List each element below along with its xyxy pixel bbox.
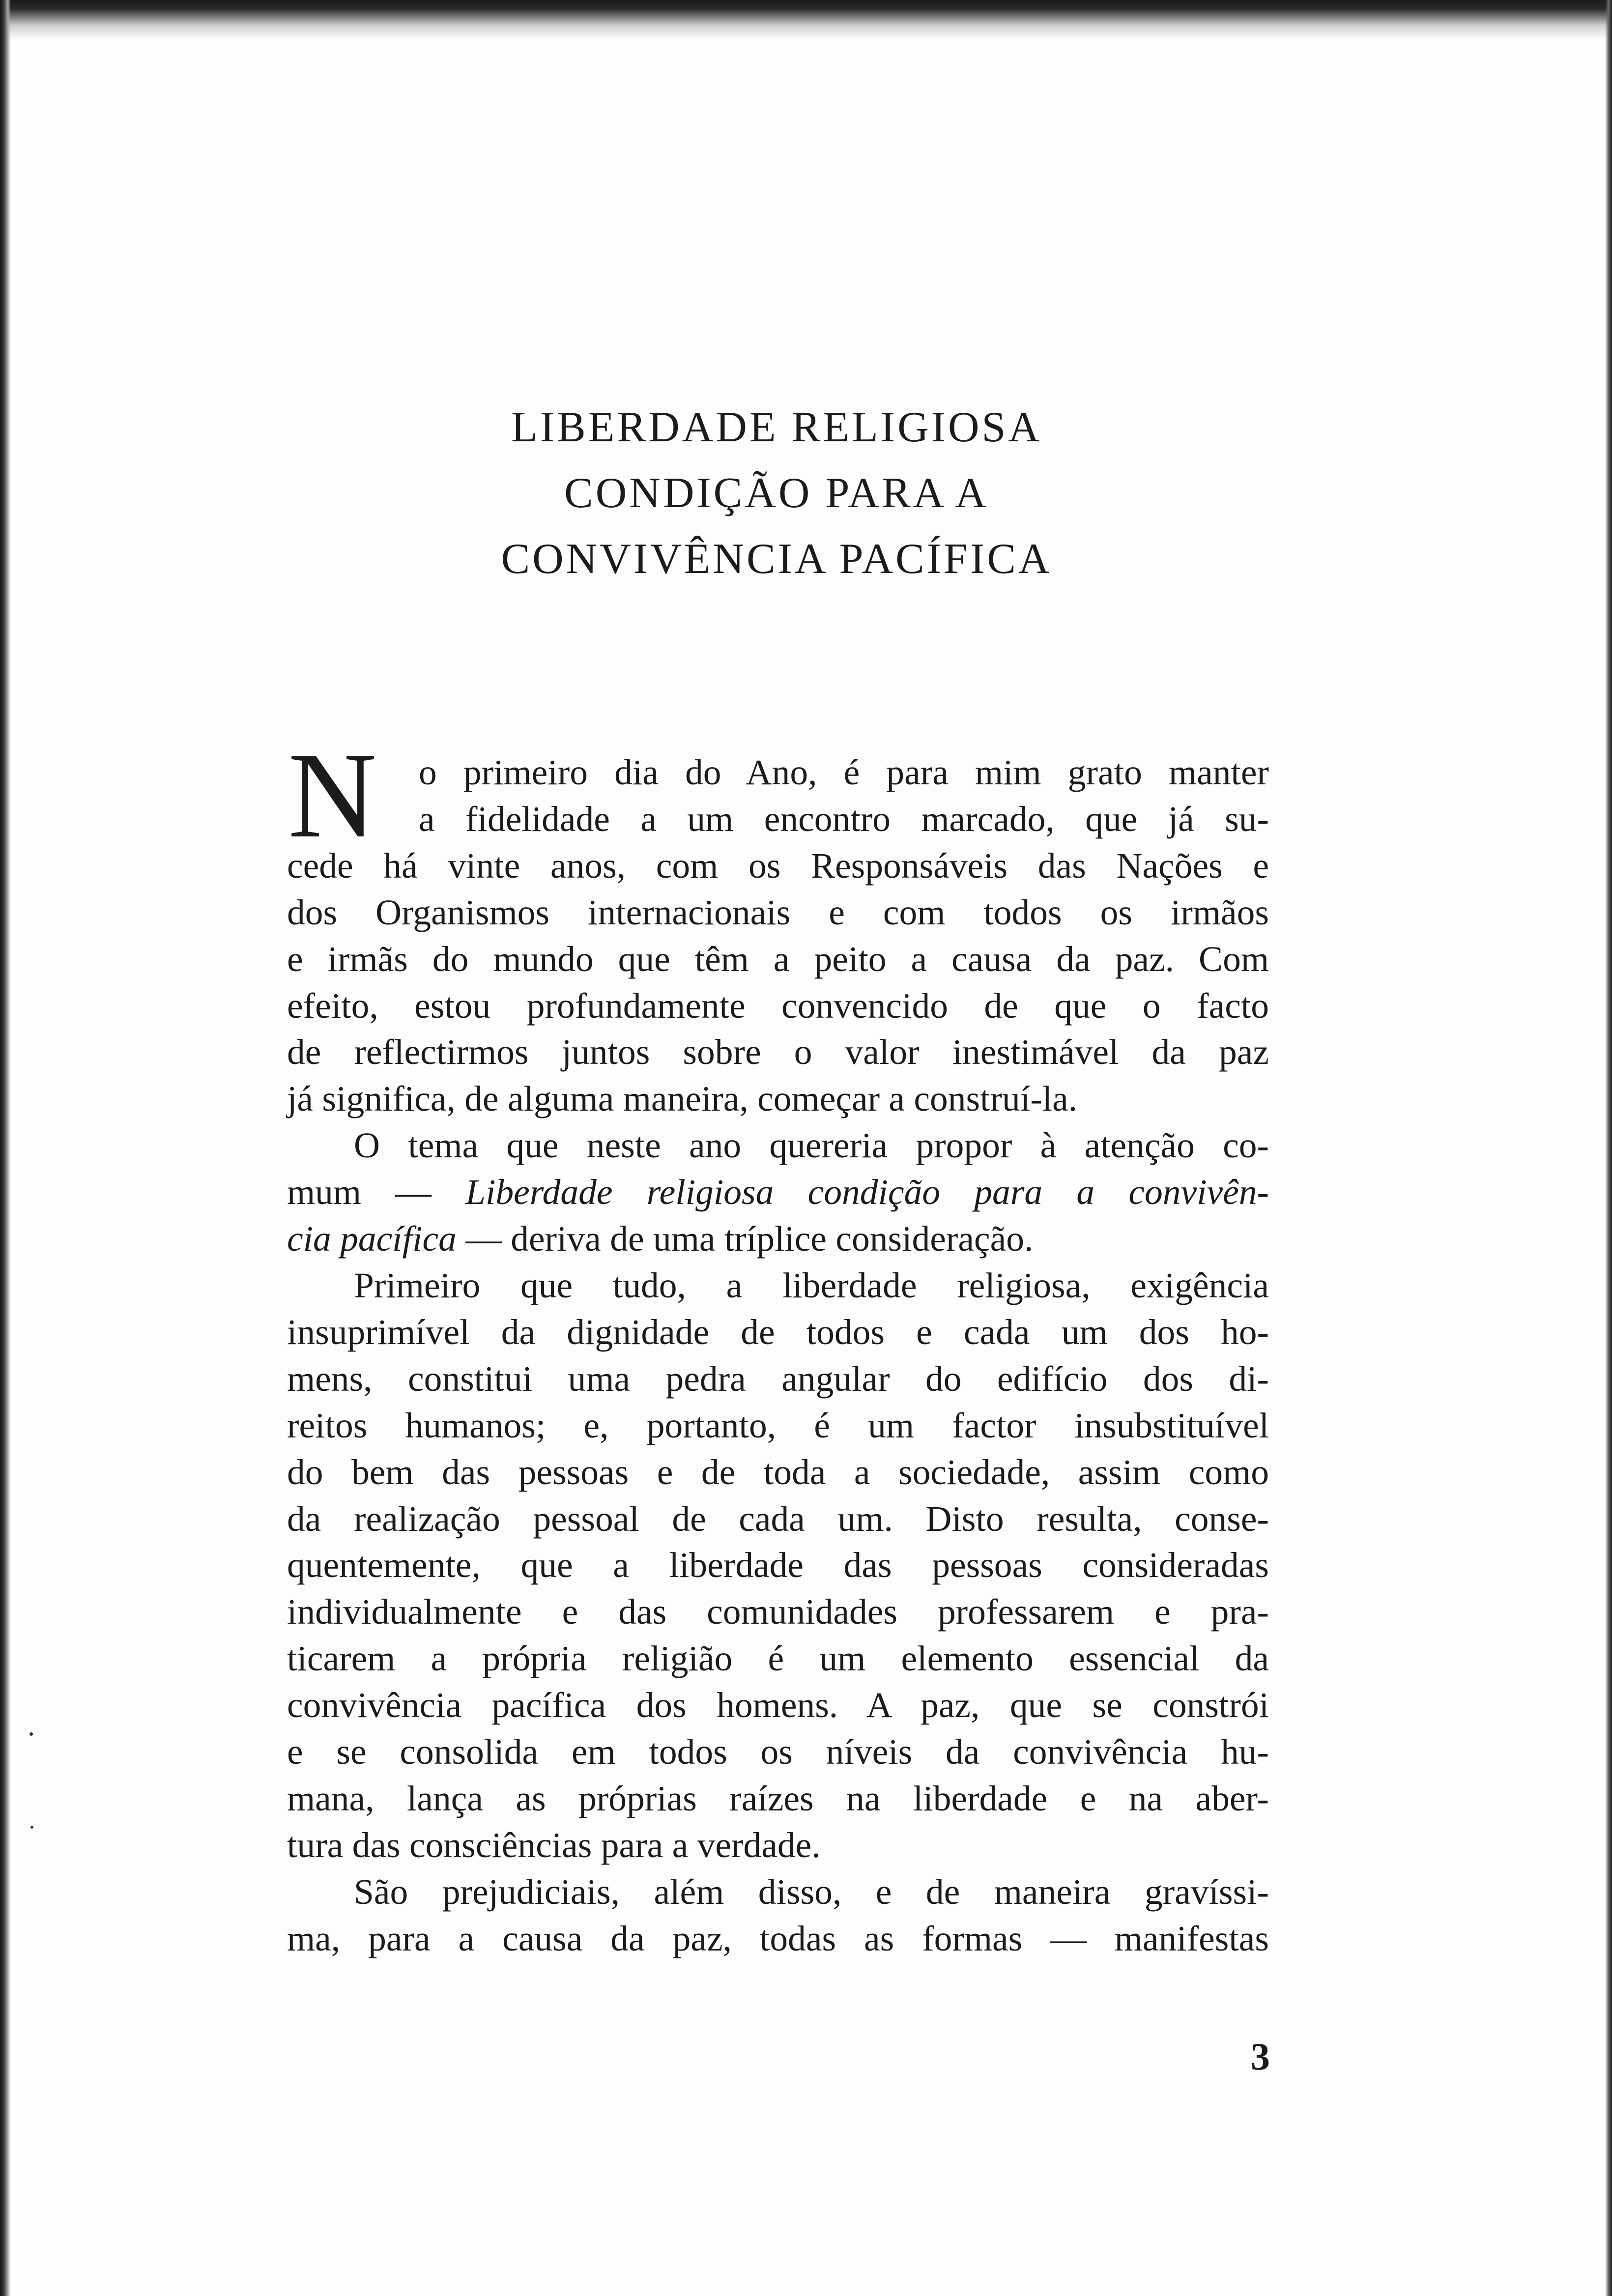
text-line: convivência pacífica dos homens. A paz, que se constrói: [287, 1685, 1269, 1725]
italic-theme-text: Liberdade religiosa condição para a convivên-: [465, 1172, 1269, 1212]
scan-edge-right: [1605, 0, 1612, 2296]
paragraph-2: [287, 1122, 1269, 1263]
text-run: mum —: [287, 1172, 466, 1212]
title-line-1: LIBERDADE RELIGIOSA: [511, 403, 1042, 451]
text-line: Primeiro que tudo, a liberdade religiosa, exigência: [354, 1265, 1269, 1305]
text-line: de reflectirmos juntos sobre o valor inestimável da paz: [287, 1032, 1269, 1072]
title-line-2: CONDIÇÃO PARA A: [564, 469, 989, 517]
scan-speck: [30, 1826, 33, 1829]
paragraph-4: [287, 1869, 1269, 1962]
text-line: o primeiro dia do Ano, é para mim grato manter: [419, 752, 1269, 792]
text-line: mens, constitui uma pedra angular do edifício dos di-: [287, 1358, 1269, 1399]
body-text: [287, 749, 1269, 1962]
text-line: ticarem a própria religião é um elemento essencial da: [287, 1638, 1269, 1679]
text-line: quentemente, que a liberdade das pessoas consideradas: [287, 1545, 1269, 1585]
text-line: e irmãs do mundo que têm a peito a causa da paz. Com: [287, 939, 1269, 979]
text-line: São prejudiciais, além disso, e de maneira gravíssi-: [354, 1871, 1269, 1912]
text-line: do bem das pessoas e de toda a sociedade, assim como: [287, 1452, 1269, 1492]
text-line: reitos humanos; e, portanto, é um factor insubstituível: [287, 1405, 1269, 1445]
text-line: cede há vinte anos, com os Responsáveis das Nações e: [287, 845, 1269, 886]
text-line: O tema que neste ano quereria propor à atenção co-: [354, 1125, 1269, 1166]
drop-cap: N: [288, 727, 377, 863]
text-line: e se consolida em todos os níveis da convivência hu-: [287, 1732, 1269, 1772]
chapter-title: [275, 399, 1278, 588]
text-line: tura das consciências para a verdade.: [287, 1825, 821, 1865]
text-line: efeito, estou profundamente convencido de que o facto: [287, 985, 1269, 1026]
italic-theme-text: cia pacífica: [287, 1219, 457, 1259]
paragraph-1: [287, 749, 1269, 1122]
text-line: [287, 1169, 1269, 1216]
text-line: insuprimível da dignidade de todos e cada um dos ho-: [287, 1312, 1269, 1352]
title-line-3: CONVIVÊNCIA PACÍFICA: [501, 535, 1052, 583]
scan-speck: [29, 1732, 33, 1736]
text-line: [287, 1216, 1269, 1263]
page-number: 3: [1251, 2035, 1270, 2078]
paragraph-3: [287, 1263, 1269, 1869]
text-run: — deriva de uma tríplice consideração.: [456, 1219, 1034, 1259]
text-line: da realização pessoal de cada um. Disto resulta, conse-: [287, 1498, 1269, 1539]
scan-edge-left: [0, 0, 11, 2296]
scan-edge-top: [0, 0, 1612, 39]
text-line: dos Organismos internacionais e com todos os irmãos: [287, 892, 1269, 932]
text-line: já significa, de alguma maneira, começar a construí-la.: [287, 1079, 1078, 1119]
text-line: mana, lança as próprias raízes na liberdade e na aber-: [287, 1778, 1269, 1818]
text-line: a fidelidade a um encontro marcado, que já su-: [419, 799, 1269, 839]
text-line: ma, para a causa da paz, todas as formas — manifestas: [287, 1918, 1269, 1958]
text-line: individualmente e das comunidades professarem e pra-: [287, 1592, 1269, 1632]
